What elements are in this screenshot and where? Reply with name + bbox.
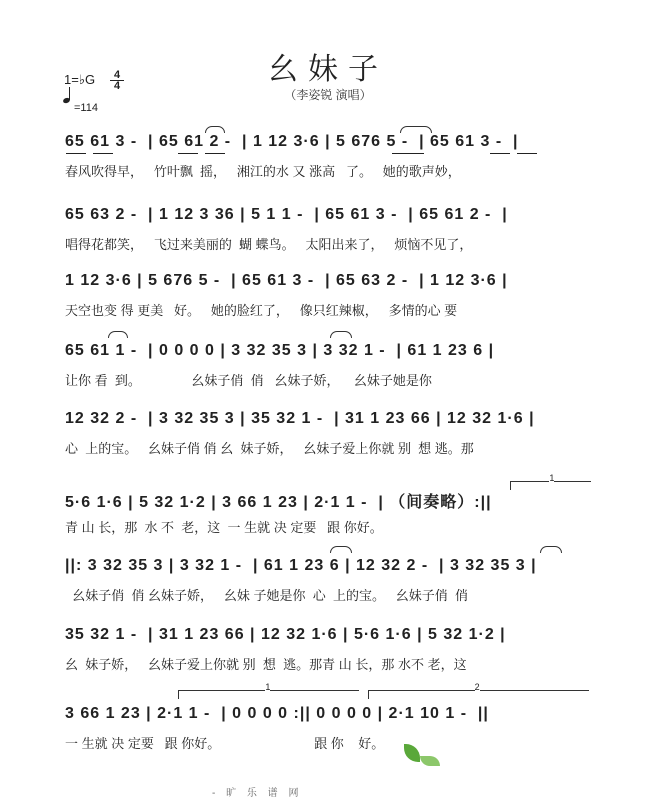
beam-line bbox=[93, 153, 113, 154]
site-watermark: - 旷 乐 谱 网 bbox=[212, 788, 303, 799]
notation-line: 35 32 1 - | 31 1 23 66 | 12 32 1·6 | 5·6 1·6 | 5 32 1·2 | bbox=[65, 626, 506, 643]
song-title: 幺妹子 bbox=[268, 52, 388, 87]
volta-bracket-1 bbox=[510, 473, 591, 490]
beam-line bbox=[178, 153, 198, 154]
volta-bracket-1 bbox=[178, 682, 359, 699]
slur-mark bbox=[330, 331, 352, 338]
notation-line: 1 12 3·6 | 5 676 5 - | 65 61 3 - | 65 63 2 - | 1 12 3·6 | bbox=[65, 272, 508, 289]
lyric-line: 唱得花都笑， 飞过来美丽的 蝴 蝶鸟。 太阳出来了， 烦恼不见了， bbox=[65, 237, 473, 252]
beam-line bbox=[66, 153, 86, 154]
beam-line bbox=[205, 153, 225, 154]
volta-label: 1 bbox=[549, 473, 555, 483]
performer-credit: （李姿锐 演唱） bbox=[284, 88, 372, 102]
tempo-value: =114 bbox=[74, 102, 98, 114]
time-signature-top: 4 bbox=[110, 70, 124, 81]
lyric-line: 让你 看 到。 幺妹子俏 俏 幺妹子娇， 幺妹子她是你 bbox=[65, 373, 432, 388]
slur-mark bbox=[400, 126, 432, 133]
slur-mark bbox=[540, 546, 562, 553]
key-signature: 1=♭G bbox=[64, 72, 96, 87]
time-signature-bottom: 4 bbox=[113, 80, 121, 92]
time-signature bbox=[110, 70, 124, 91]
lyric-line: 青 山 长，那 水 不 老，这 一 生就 决 定要 跟 你好。 bbox=[65, 520, 383, 535]
lyric-line: 春风吹得早， 竹叶飘 摇， 湘江的水 又 涨高 了。 她的歌声妙， bbox=[65, 164, 461, 179]
notation-line: 5·6 1·6 | 5 32 1·2 | 3 66 1 23 | 2·1 1 - | （间奏略）:|| bbox=[65, 494, 492, 511]
lyric-line: 心 上的宝。 幺妹子俏 俏 幺 妹子娇， 幺妹子爱上你就 别 想 逃。那 bbox=[65, 441, 474, 456]
lyric-line: 幺 妹子娇， 幺妹子爱上你就 别 想 逃。那青 山 长，那 水不 老，这 bbox=[65, 657, 467, 672]
beam-line bbox=[517, 153, 537, 154]
notation-line: 65 61 1 - | 0 0 0 0 | 3 32 35 3 | 3 32 1 - | 61 1 23 6 | bbox=[65, 342, 495, 359]
tempo-marking bbox=[64, 102, 98, 114]
lyric-line: 一 生就 决 定要 跟 你好。 跟 你 好。 bbox=[65, 736, 385, 751]
notation-line: 65 63 2 - | 1 12 3 36 | 5 1 1 - | 65 61 3 - | 65 61 2 - | bbox=[65, 206, 508, 223]
notation-line: 3 66 1 23 | 2·1 1 - | 0 0 0 0 :|| 0 0 0 0 | 2·1 10 1 - || bbox=[65, 705, 489, 722]
notation-line: 65 61 3 - | 65 61 2 - | 1 12 3·6 | 5 676 5 - | 65 61 3 - | bbox=[65, 133, 519, 150]
volta-label: 2 bbox=[474, 682, 480, 692]
notation-line: ||: 3 32 35 3 | 3 32 1 - | 61 1 23 6 | 12 32 2 - | 3 32 35 3 | bbox=[65, 557, 537, 574]
beam-line bbox=[490, 153, 510, 154]
slur-mark bbox=[205, 126, 225, 133]
beam-line bbox=[392, 153, 424, 154]
volta-bracket-2 bbox=[368, 682, 589, 699]
leaf-logo-icon bbox=[420, 756, 440, 766]
slur-mark bbox=[330, 546, 352, 553]
notation-line: 12 32 2 - | 3 32 35 3 | 35 32 1 - | 31 1 23 66 | 12 32 1·6 | bbox=[65, 410, 535, 427]
volta-label: 1 bbox=[265, 682, 271, 692]
slur-mark bbox=[108, 331, 128, 338]
lyric-line: 幺妹子俏 俏 幺妹子娇， 幺妹 子她是你 心 上的宝。 幺妹子俏 俏 bbox=[65, 588, 469, 603]
lyric-line: 天空也变 得 更美 好。 她的脸红了， 像只红辣椒， 多情的心 要 bbox=[65, 303, 458, 318]
